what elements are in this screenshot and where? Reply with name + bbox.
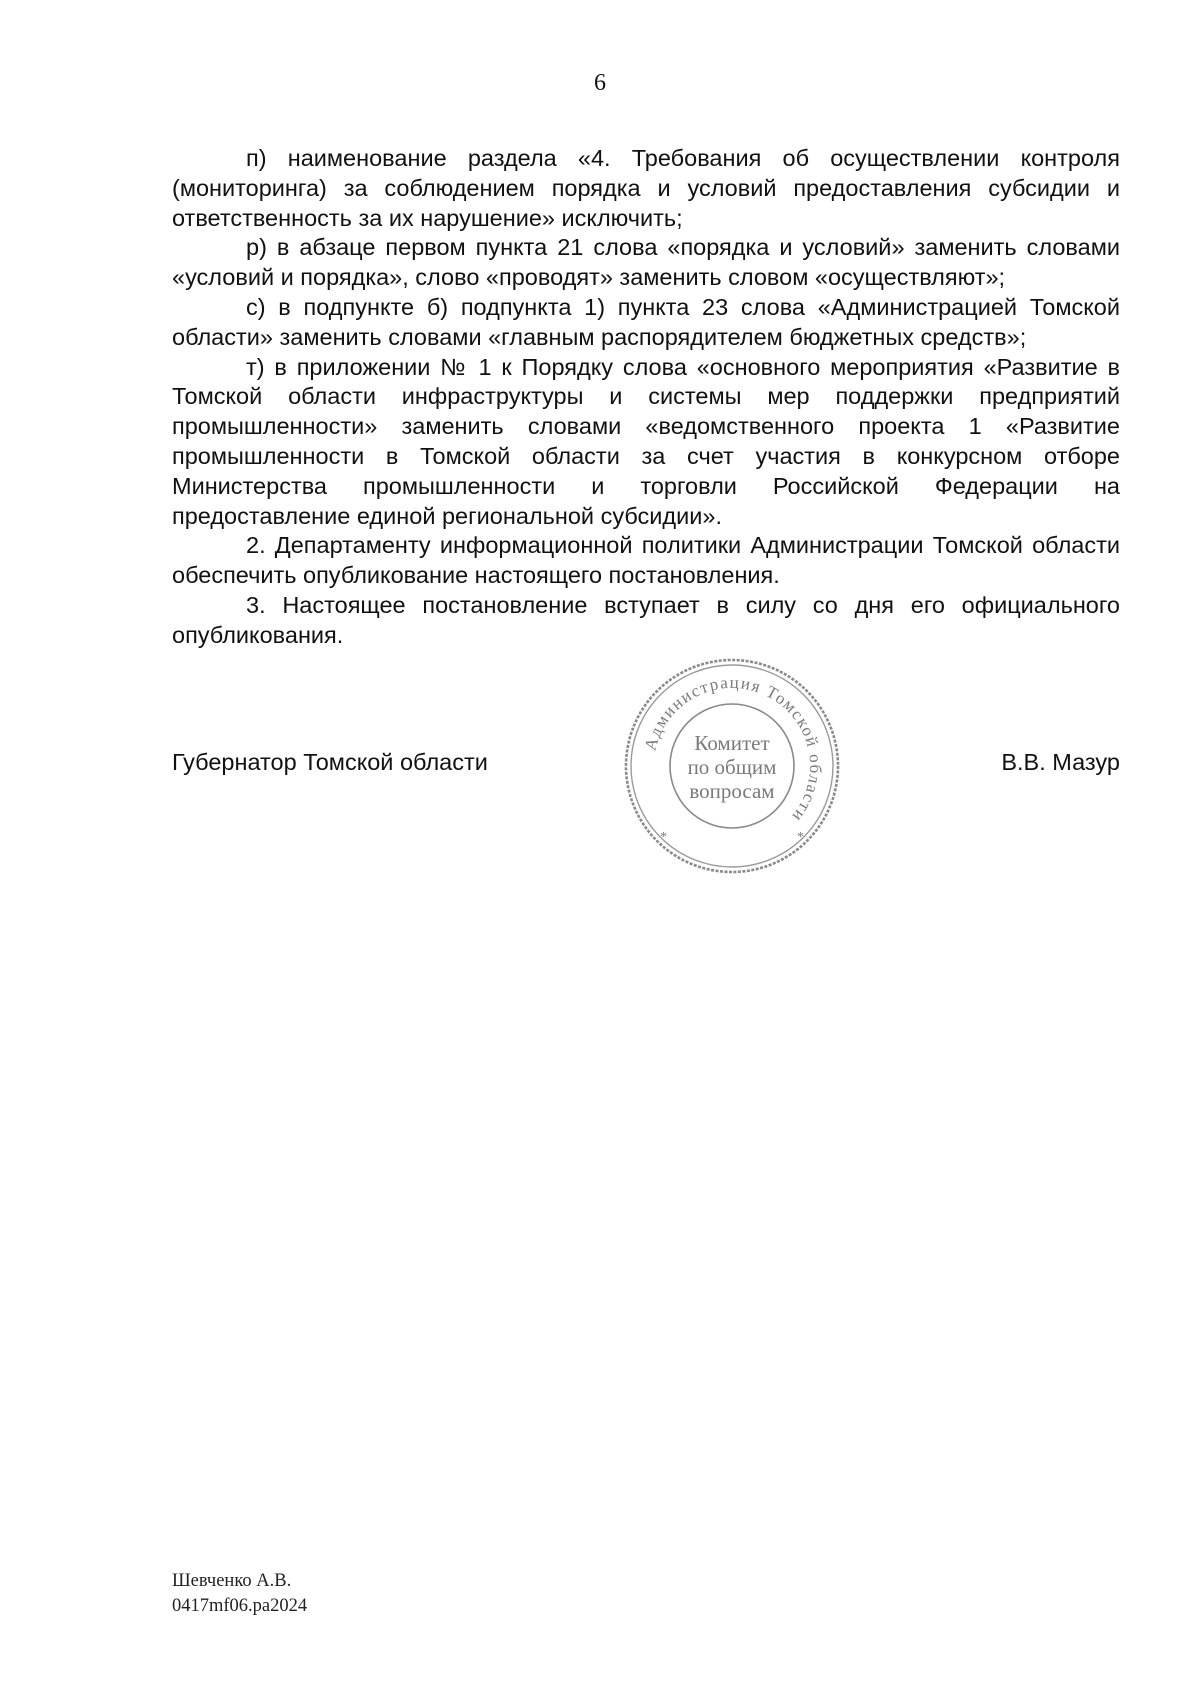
paragraph-3: 3. Настоящее постановление вступает в силу со дня его официального опубликования.	[172, 591, 1120, 648]
signatory-title: Губернатор Томской области	[172, 749, 488, 775]
seal-center-line1: Комитет	[694, 731, 770, 755]
seal-center-line3: вопросам	[689, 779, 775, 803]
paragraph-p: п) наименование раздела «4. Требования об осуществлении контроля (мониторинга) за соблюдением порядка и условий предоставления субсидии и ответственность за их нарушение» исключить;	[172, 145, 1120, 231]
document-body	[172, 144, 1120, 651]
signatory-name: В.В. Мазур	[1001, 749, 1120, 775]
executor-name: Шевченко А.В.	[172, 1571, 292, 1591]
document-code: 0417mf06.pa2024	[172, 1596, 308, 1616]
official-seal	[620, 654, 844, 878]
document-footer	[172, 1569, 307, 1619]
paragraph-2: 2. Департаменту информационной политики Администрации Томской области обеспечить опубликование настоящего постановления.	[172, 532, 1120, 589]
seal-star-left: *	[660, 830, 667, 845]
paragraph-s: с) в подпункте б) подпункта 1) пункта 23 слова «Администрацией Томской области» заменить словами «главным распорядителем бюджетных средств»;	[172, 293, 1120, 350]
page-number: 6	[594, 70, 606, 96]
seal-star-right: *	[797, 830, 804, 845]
paragraph-t: т) в приложении № 1 к Порядку слова «основного мероприятия «Развитие в Томской области инфраструктуры и системы мер поддержки предприятий промышленности» заменить словами «ведомственного проекта 1 «Развитие промышленности в Томской области за счет участия в конкурсном отборе Министерства промышленности и торговли Российской Федерации на предоставление единой региональной субсидии».	[172, 353, 1120, 529]
seal-ring-text: Администрация Томской области	[640, 672, 826, 827]
paragraph-r: р) в абзаце первом пункта 21 слова «порядка и условий» заменить словами «условий и порядка», слово «проводят» заменить словом «осуществляют»;	[172, 234, 1120, 291]
seal-center-line2: по общим	[687, 755, 777, 779]
